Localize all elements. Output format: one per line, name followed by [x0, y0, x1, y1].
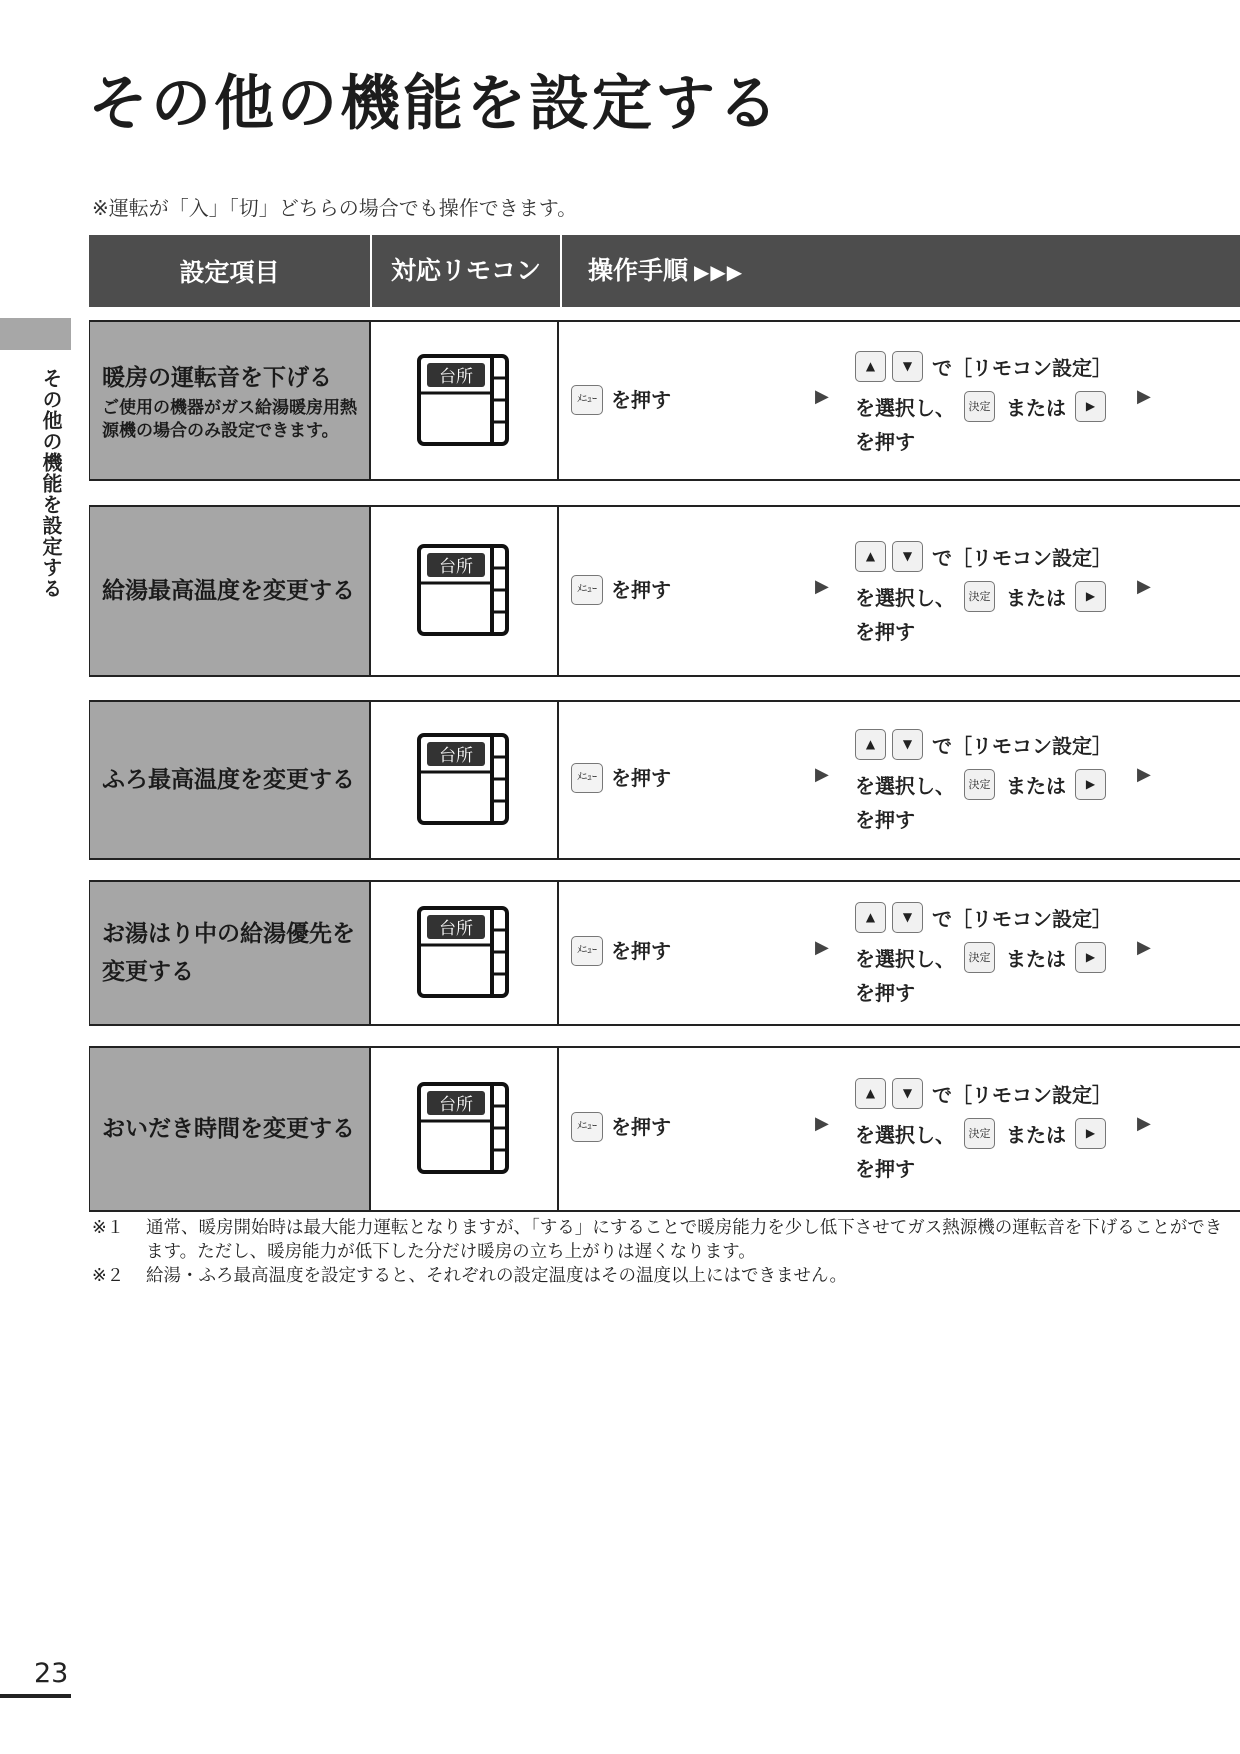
setting-item-cell: [89, 1048, 371, 1210]
setting-item-title: おいだき時間を変更する: [102, 1116, 355, 1142]
push-text: を押す: [611, 388, 671, 412]
step-arrow-icon: ▶: [815, 1113, 829, 1134]
header-remote: 対応リモコン: [370, 235, 560, 307]
push-text: を押す: [611, 578, 671, 602]
remote-cell: [371, 882, 559, 1024]
header-steps-label: 操作手順: [588, 256, 689, 285]
menu-button-icon: ﾒﾆｭｰ: [571, 575, 603, 605]
page-number: 23: [34, 1658, 69, 1689]
ok-button-icon: 決定: [964, 942, 995, 973]
step-line1: で［リモコン設定］: [932, 734, 1112, 758]
header-steps: [560, 235, 1240, 307]
kitchen-remote-icon: [416, 1081, 512, 1177]
step-arrow-icon: ▶: [815, 576, 829, 597]
ok-button-icon: 決定: [964, 581, 995, 612]
down-button-icon: ▼: [892, 1078, 923, 1109]
remote-label: 台所: [439, 746, 473, 766]
steps-cell: [559, 702, 1240, 858]
table-row: [89, 700, 1240, 860]
right-button-icon: ▶: [1075, 769, 1106, 800]
setting-item-cell: [89, 882, 371, 1024]
step-line2b: または: [1006, 774, 1066, 798]
table-row: [89, 880, 1240, 1026]
step-arrow-icon: ▶: [1137, 764, 1151, 785]
step-line2b: または: [1006, 947, 1066, 971]
steps-cell: [559, 1048, 1240, 1210]
header-steps-arrows: ▶▶▶: [694, 260, 744, 284]
step-arrow-icon: ▶: [1137, 1113, 1151, 1134]
footnote-mark: ※２: [92, 1266, 125, 1286]
steps-cell: [559, 507, 1240, 675]
footnote-text: 給湯・ふろ最高温度を設定すると、それぞれの設定温度はその温度以上にはできません。: [146, 1266, 848, 1286]
step-arrow-icon: ▶: [1137, 576, 1151, 597]
step-arrow-icon: ▶: [1137, 386, 1151, 407]
operation-note: ※運転が「入」「切」どちらの場合でも操作できます。: [92, 196, 578, 220]
right-button-icon: ▶: [1075, 581, 1106, 612]
footnote: [92, 1216, 1226, 1264]
step-line1: で［リモコン設定］: [932, 907, 1112, 931]
step-line3: を押す: [855, 620, 915, 644]
step-line3: を押す: [855, 430, 915, 454]
footnote: [92, 1264, 1226, 1288]
step-line3: を押す: [855, 808, 915, 832]
down-button-icon: ▼: [892, 729, 923, 760]
table-row: [89, 320, 1240, 481]
remote-cell: [371, 322, 559, 479]
footnotes: [92, 1216, 1226, 1288]
step-arrow-icon: ▶: [815, 386, 829, 407]
step-line2b: または: [1006, 586, 1066, 610]
up-button-icon: ▲: [855, 1078, 886, 1109]
down-button-icon: ▼: [892, 541, 923, 572]
down-button-icon: ▼: [892, 902, 923, 933]
step-line2b: または: [1006, 396, 1066, 420]
push-text: を押す: [611, 939, 671, 963]
kitchen-remote-icon: [416, 732, 512, 828]
side-chapter-label: その他の機能を設定する: [39, 368, 63, 599]
step-line2a: を選択し、: [855, 774, 955, 798]
setting-item-cell: [89, 322, 371, 479]
setting-item-title: ふろ最高温度を変更する: [102, 767, 355, 793]
menu-button-icon: ﾒﾆｭｰ: [571, 1112, 603, 1142]
push-text: を押す: [611, 766, 671, 790]
remote-label: 台所: [439, 1095, 473, 1115]
kitchen-remote-icon: [416, 905, 512, 1001]
setting-item-cell: [89, 507, 371, 675]
kitchen-remote-icon: [416, 543, 512, 639]
side-tab: [0, 318, 71, 350]
remote-cell: [371, 1048, 559, 1210]
menu-button-icon: ﾒﾆｭｰ: [571, 936, 603, 966]
setting-item-title: 給湯最高温度を変更する: [102, 578, 355, 604]
ok-button-icon: 決定: [964, 769, 995, 800]
setting-item-cell: [89, 702, 371, 858]
right-button-icon: ▶: [1075, 1118, 1106, 1149]
remote-cell: [371, 702, 559, 858]
step-line1: で［リモコン設定］: [932, 1083, 1112, 1107]
table-row: [89, 505, 1240, 677]
step-arrow-icon: ▶: [815, 937, 829, 958]
footnote-mark: ※１: [92, 1218, 125, 1238]
steps-cell: [559, 322, 1240, 479]
step-line2b: または: [1006, 1123, 1066, 1147]
step-arrow-icon: ▶: [815, 764, 829, 785]
remote-label: 台所: [439, 366, 473, 387]
up-button-icon: ▲: [855, 729, 886, 760]
step-line2a: を選択し、: [855, 586, 955, 610]
up-button-icon: ▲: [855, 351, 886, 382]
step-arrow-icon: ▶: [1137, 937, 1151, 958]
menu-button-icon: ﾒﾆｭｰ: [571, 385, 603, 415]
remote-cell: [371, 507, 559, 675]
remote-label: 台所: [439, 557, 473, 577]
step-line3: を押す: [855, 981, 915, 1005]
up-button-icon: ▲: [855, 902, 886, 933]
setting-item-title: お湯はり中の給湯優先を変更する: [102, 921, 355, 985]
header-item: 設定項目: [179, 258, 280, 287]
table-header: [89, 235, 1240, 307]
step-line3: を押す: [855, 1157, 915, 1181]
page-number-rule: [0, 1694, 71, 1698]
right-button-icon: ▶: [1075, 942, 1106, 973]
up-button-icon: ▲: [855, 541, 886, 572]
right-button-icon: ▶: [1075, 391, 1106, 422]
footnote-text: 通常、暖房開始時は最大能力運転となりますが、「する」にすることで暖房能力を少し低下させてガス熱源機の運転音を下げることができます。ただし、暖房能力が低下した分だけ暖房の立ち上がりは遅くなります。: [146, 1218, 1223, 1262]
table-row: [89, 1046, 1240, 1212]
step-line2a: を選択し、: [855, 947, 955, 971]
menu-button-icon: ﾒﾆｭｰ: [571, 763, 603, 793]
setting-item-title: 暖房の運転音を下げる: [102, 364, 332, 391]
step-line2a: を選択し、: [855, 396, 955, 420]
kitchen-remote-icon: [416, 353, 512, 449]
ok-button-icon: 決定: [964, 1118, 995, 1149]
remote-label: 台所: [439, 919, 473, 939]
step-line2a: を選択し、: [855, 1123, 955, 1147]
down-button-icon: ▼: [892, 351, 923, 382]
setting-item-subtitle: ご使用の機器がガス給湯暖房用熱源機の場合のみ設定できます。: [102, 397, 357, 441]
page-title: その他の機能を設定する: [88, 69, 781, 139]
push-text: を押す: [611, 1115, 671, 1139]
step-line1: で［リモコン設定］: [932, 546, 1112, 570]
step-line1: で［リモコン設定］: [932, 356, 1112, 380]
ok-button-icon: 決定: [964, 391, 995, 422]
steps-cell: [559, 882, 1240, 1024]
